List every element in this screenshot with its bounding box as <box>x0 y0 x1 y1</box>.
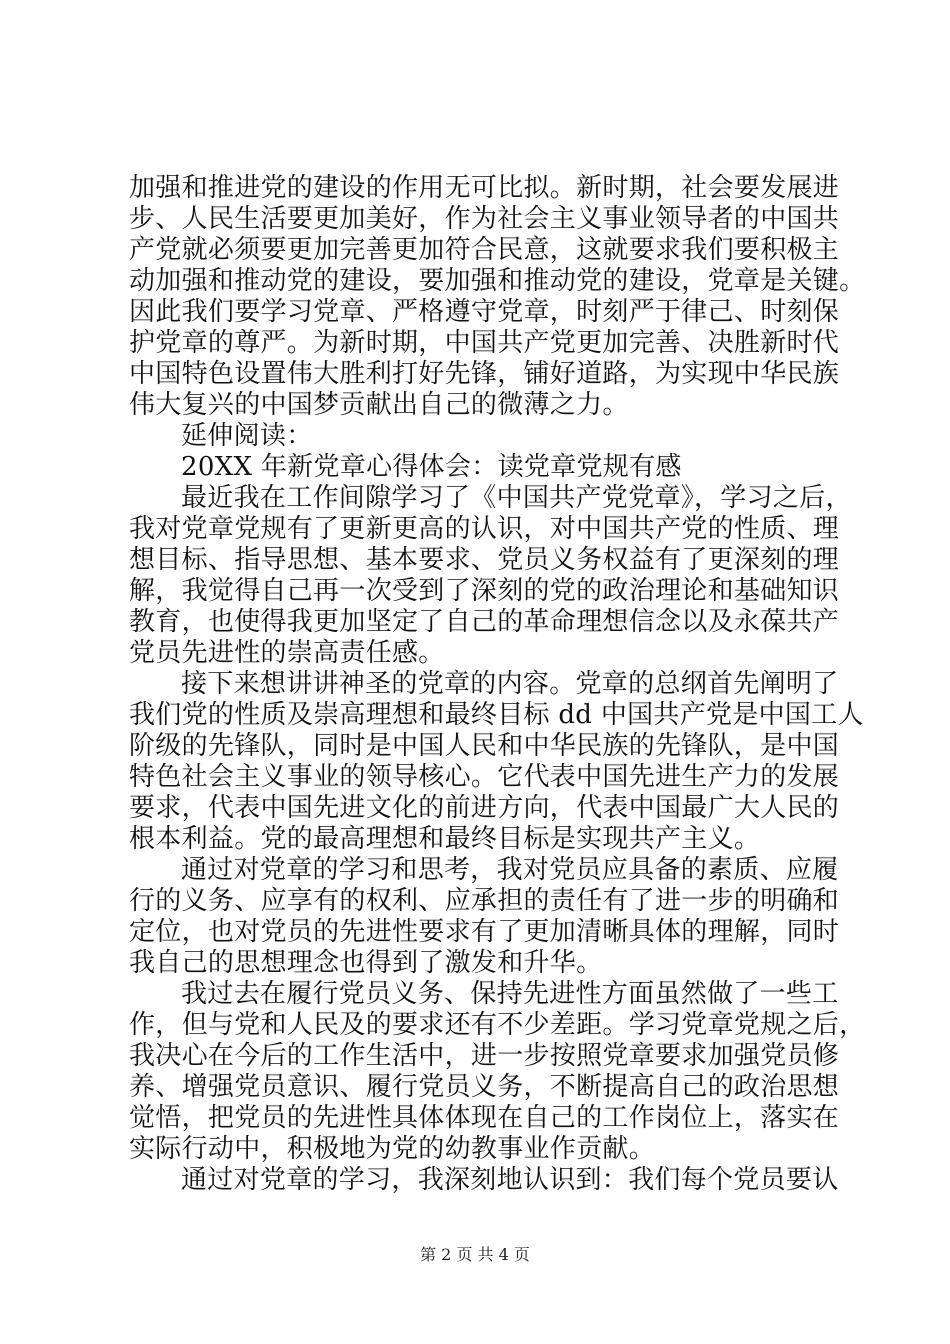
text-line: 解，我觉得自己再一次受到了深刻的党的政治理论和基础知识 <box>129 576 840 606</box>
text-line: 加强和推进党的建设的作用无可比拟。新时期，社会要发展进 <box>129 173 840 203</box>
text-line: 动加强和推动党的建设，要加强和推动党的建设，党章是关键。 <box>129 266 866 296</box>
text-line: 产党就必须要更加完善更加符合民意，这就要求我们要积极主 <box>129 235 840 265</box>
text-line: 我对党章党规有了更新更高的认识，对中国共产党的性质、理 <box>129 514 840 544</box>
text-line: 党员先进性的崇高责任感。 <box>129 638 445 668</box>
text-line: 我过去在履行党员义务、保持先进性方面虽然做了一些工 <box>181 979 839 1009</box>
text-line: 特色社会主义事业的领导核心。它代表中国先进生产力的发展 <box>129 762 840 792</box>
text-line: 护党章的尊严。为新时期，中国共产党更加完善、决胜新时代 <box>129 328 840 358</box>
text-line: 因此我们要学习党章、严格遵守党章，时刻严于律己、时刻保 <box>129 297 840 327</box>
text-line: 延伸阅读： <box>181 421 313 451</box>
text-line: 根本利益。党的最高理想和最终目标是实现共产主义。 <box>129 824 761 854</box>
text-line: 接下来想讲讲神圣的党章的内容。党章的总纲首先阐明了 <box>181 669 839 699</box>
text-line: 实际行动中，积极地为党的幼教事业作贡献。 <box>129 1134 656 1164</box>
text-line: 想目标、指导思想、基本要求、党员义务权益有了更深刻的理 <box>129 545 840 575</box>
text-line: 要求，代表中国先进文化的前进方向，代表中国最广大人民的 <box>129 793 840 823</box>
text-line: 中国特色设置伟大胜利打好先锋，铺好道路，为实现中华民族 <box>129 359 840 389</box>
document-body <box>129 173 866 1196</box>
text-line: 阶级的先锋队，同时是中国人民和中华民族的先锋队，是中国 <box>129 731 840 761</box>
text-line: 最近我在工作间隙学习了《中国共产党党章》，学习之后， <box>181 483 852 513</box>
text-line: 作，但与党和人民及的要求还有不少差距。学习党章党规之后， <box>129 1010 866 1040</box>
text-line: 20XX 年新党章心得体会：读党章党规有感 <box>181 452 682 482</box>
text-line: 定位，也对党员的先进性要求有了更加清晰具体的理解，同时 <box>129 917 840 947</box>
text-line: 行的义务、应享有的权利、应承担的责任有了进一步的明确和 <box>129 886 840 916</box>
text-line: 教育，也使得我更加坚定了自己的革命理想信念以及永葆共产 <box>129 607 840 637</box>
text-line: 养、增强党员意识、履行党员义务，不断提高自己的政治思想 <box>129 1072 840 1102</box>
text-line: 我决心在今后的工作生活中，进一步按照党章要求加强党员修 <box>129 1041 840 1071</box>
text-line: 觉悟，把党员的先进性具体体现在自己的工作岗位上，落实在 <box>129 1103 840 1133</box>
text-line: 我们党的性质及崇高理想和最终目标 dd 中国共产党是中国工人 <box>129 700 864 730</box>
text-line: 伟大复兴的中国梦贡献出自己的微薄之力。 <box>129 390 629 420</box>
text-line: 步、人民生活要更加美好，作为社会主义事业领导者的中国共 <box>129 204 840 234</box>
text-line: 我自己的思想理念也得到了激发和升华。 <box>129 948 603 978</box>
page-number-footer: 第 2 页 共 4 页 <box>420 1245 530 1264</box>
text-line: 通过对党章的学习，我深刻地认识到：我们每个党员要认 <box>181 1165 839 1195</box>
text-line: 通过对党章的学习和思考，我对党员应具备的素质、应履 <box>181 855 839 885</box>
